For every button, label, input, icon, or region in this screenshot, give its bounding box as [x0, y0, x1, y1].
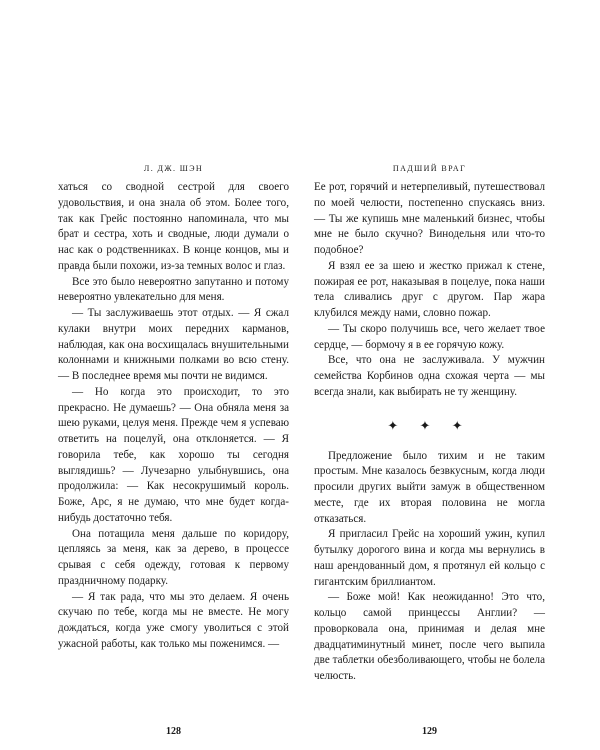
paragraph: Все, что она не заслуживала. У мужчин семейства Корбинов одна схожая черта — мы всегда знали, как выбирать не ту женщину.: [314, 354, 545, 398]
paragraph: — Боже мой! Как неожиданно! Это что, кольцо самой принцессы Англии? — проворковала она, принимая и делая мне двадцатиминутный минет, после чего выпила две таблетки обезболивающего, чтобы не болела челюсть.: [314, 591, 545, 682]
left-page-text: [58, 180, 289, 653]
running-head-author: Л. ДЖ. ШЭН: [143, 164, 204, 173]
right-page-text: [314, 180, 545, 401]
page-number-left: 128: [166, 726, 181, 737]
paragraph: Все это было невероятно запутанно и потому невероятно увлекательно для меня.: [58, 275, 289, 304]
paragraph: — Ты заслуживаешь этот отдых. — Я сжал кулаки внутри моих передних карманов, наблюдая, как она восхищалась внушительными колоннами и книжными полками во всю стену. — В последнее время мы почти не видимся.: [58, 307, 289, 382]
paragraph: — Я так рада, что мы это делаем. Я очень скучаю по тебе, когда мы не вместе. Не могу дождаться, когда уже смогу уволиться с этой ужасной работы, как только мы поженимся. —: [58, 590, 289, 650]
star-icon: ✦: [387, 417, 408, 433]
star-icon: ✦: [451, 417, 472, 433]
star-icon: ✦: [419, 417, 440, 433]
page-number-right: 129: [422, 726, 437, 737]
paragraph: Предложение было тихим и не таким простым. Мне казалось безвкусным, когда люди просили других выйти замуж в общественном месте, где их вторая половина не могла отказаться.: [314, 449, 545, 525]
running-head-title: ПАДШИЙ ВРАГ: [392, 164, 467, 173]
right-page: [314, 164, 545, 737]
paragraph: Я взял ее за шею и жестко прижал к стене, пожирая ее рот, наказывая в поцелуе, пока наши тела сливались друг с другом. Пар жара клубился между нами, словно пожар.: [314, 259, 545, 319]
section-break-ornament: [314, 417, 545, 435]
right-page-section-text: [314, 449, 545, 685]
paragraph: — Ты скоро получишь все, чего желает твое сердце, — бормочу я в ее горячую кожу.: [314, 322, 545, 351]
paragraph: Ее рот, горячий и нетерпеливый, путешествовал по моей челюсти, постепенно спускаясь вниз. — Ты же купишь мне маленький бизнес, чтобы мне не было скучно? Винодельня или что-то подобное?: [314, 181, 545, 256]
paragraph: хаться со сводной сестрой для своего удовольствия, и она знала об этом. Более того, так как Грейс постоянно напоминала, что мы брат и сестра, хоть и сводные, люди думали о нас как о родственниках. В конце концов, мы и правда были похожи, из-за темных волос и глаз.: [58, 181, 289, 272]
paragraph: — Но когда это происходит, то это прекрасно. Не думаешь? — Она обняла меня за шею руками, целуя меня. Прежде чем я успеваю ответить на поцелуй, она отклоняется. — Я говорила тебе, как хорошо ты сегодня выглядишь? — Лучезарно улыбнувшись, она продолжила: — Как несокрушимый король. Боже, Арс, я не думаю, что мне будет когда-нибудь достаточно тебя.: [58, 385, 289, 524]
paragraph: Она потащила меня дальше по коридору, цепляясь за меня, как за дерево, в процессе срывая с себя одежду, готовая к первому праздничному подарку.: [58, 527, 289, 587]
paragraph: Я пригласил Грейс на хороший ужин, купил бутылку дорогого вина и когда мы вернулись в наш арендованный дом, я протянул ей кольцо с гигантским бриллиантом.: [314, 528, 545, 588]
left-page: [58, 164, 289, 737]
